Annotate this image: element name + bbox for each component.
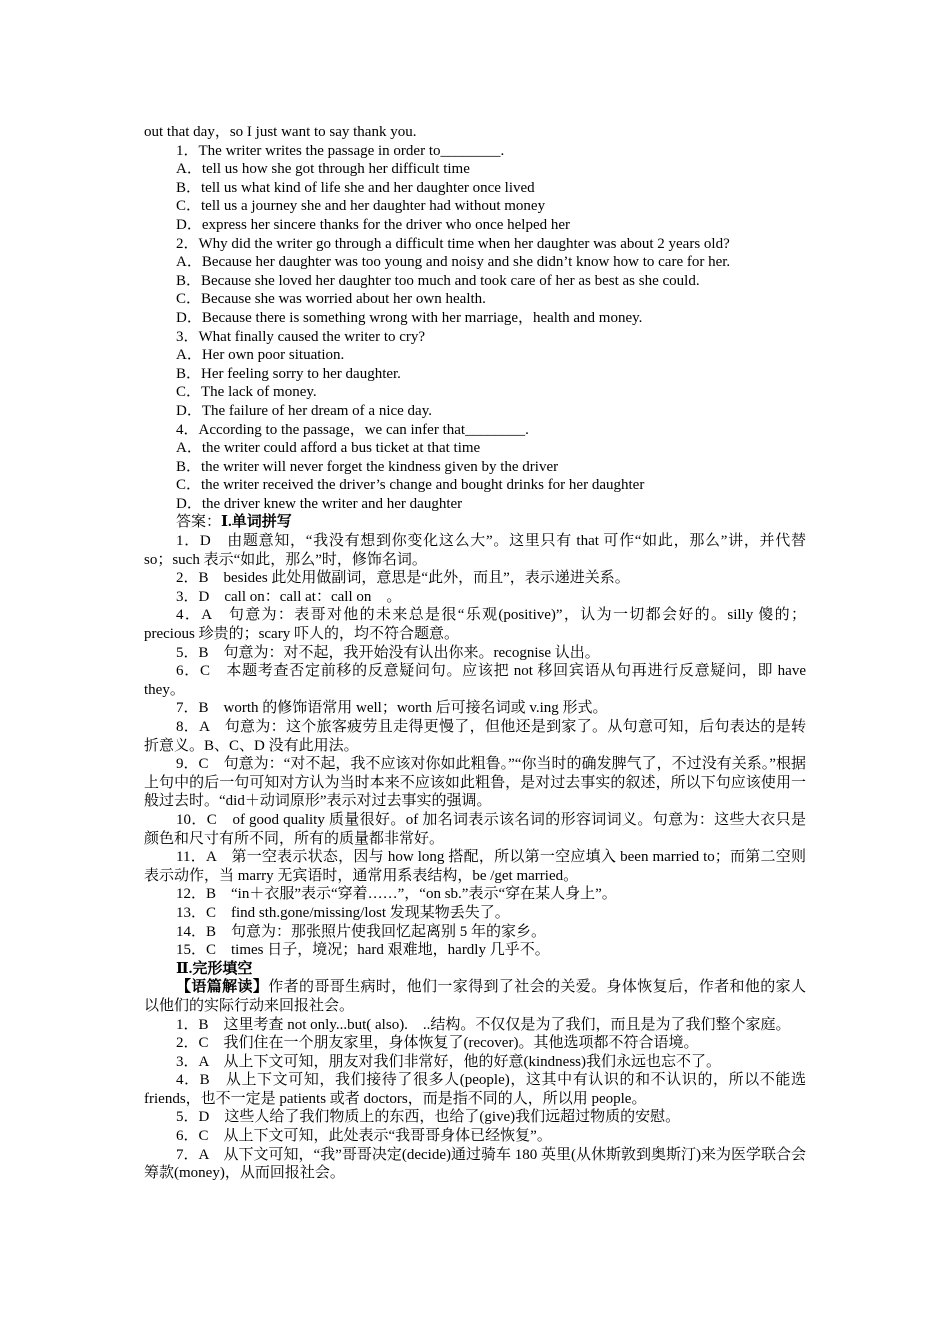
answer-1-3: 3．D call on：call at：call on 。	[176, 588, 402, 605]
answer-1-15: 15．C times 日子，境况；hard 艰难地，hardly 几乎不。	[176, 942, 550, 959]
answer-2-7: 7．A 从下文可知，“我”哥哥决定(decide)通过骑车 180 英里(从休斯敦到奥斯汀)来为医学联合会筹款(money)，从而回报社会。	[144, 1146, 806, 1182]
passage-tail: out that day，so I just want to say thank you.	[144, 124, 417, 140]
question-1-stem: 1．The writer writes the passage in order to________.	[176, 142, 505, 159]
answer-1-14: 14．B 句意为：那张照片使我回忆起离别 5 年的家乡。	[176, 923, 547, 940]
answer-1-8: 8．A 句意为：这个旅客疲劳且走得更慢了，但他还是到家了。从句意可知，后句表达的是转折意义。B、C、D 没有此用法。	[144, 719, 806, 754]
summary-text: 作者的哥哥生病时，他们一家得到了社会的关爱。身体恢复后，作者和他的家人以他们的实际行动来回报社会。	[144, 979, 806, 1014]
answer-2-6: 6．C 从上下文可知，此处表示“我哥哥身体已经恢复”。	[176, 1128, 552, 1145]
answer-2-2: 2．C 我们住在一个朋友家里，身体恢复了(recover)。其他选项都不符合语境。	[176, 1035, 699, 1052]
question-3-option-c: C．The lack of money.	[176, 384, 317, 401]
section-1-title: Ⅰ.单词拼写	[221, 514, 292, 531]
answer-1-1: 1．D 由题意知，“我没有想到你变化这么大”。这里只有 that 可作“如此，那么”讲，并代替 so；such 表示“如此，那么”时，修饰名词。	[144, 533, 806, 568]
document-page	[144, 123, 806, 1183]
answer-2-1: 1．B 这里考查 not only...but( also). ..结构。不仅仅是为了我们，而且是为了我们整个家庭。	[176, 1016, 791, 1033]
question-3-option-a: A．Her own poor situation.	[176, 347, 345, 364]
answer-1-10: 10．C of good quality 质量很好。of 加名词表示该名词的形容词词义。句意为：这些大衣只是颜色和尺寸有所不同，所有的质量都非常好。	[144, 811, 806, 847]
question-2-option-b: B．Because she loved her daughter too much and took care of her as best as she could.	[176, 272, 700, 289]
answer-1-2: 2．B besides 此处用做副词，意思是“此外，而且”，表示递进关系。	[176, 570, 630, 587]
answer-1-13: 13．C find sth.gone/missing/lost 发现某物丢失了。	[176, 904, 510, 921]
section-2-title: Ⅱ.完形填空	[176, 960, 253, 977]
question-1-option-d: D．express her sincere thanks for the driver who once helped her	[176, 216, 571, 233]
answer-1-7: 7．B worth 的修饰语常用 well；worth 后可接名词或 v.ing 形式。	[176, 700, 608, 717]
summary-label: 【语篇解读】	[176, 979, 269, 996]
question-2-stem: 2．Why did the writer go through a difficult time when her daughter was about 2 years old?	[176, 235, 730, 252]
question-4-option-b: B．the writer will never forget the kindness given by the driver	[176, 458, 559, 475]
question-1-option-b: B．tell us what kind of life she and her daughter once lived	[176, 179, 535, 196]
question-4-option-d: D．the driver knew the writer and her daughter	[176, 495, 463, 512]
answer-2-4: 4．B 从上下文可知，我们接待了很多人(people)，这其中有认识的和不认识的，所以不能选 friends，也不一定是 patients 或者 doctors，而是指不同的人，所以用 people。	[144, 1072, 806, 1107]
question-2-option-c: C．Because she was worried about her own health.	[176, 291, 486, 308]
question-3-option-b: B．Her feeling sorry to her daughter.	[176, 365, 401, 382]
answer-2-3: 3．A 从上下文可知，朋友对我们非常好，他的好意(kindness)我们永远也忘不了。	[176, 1053, 721, 1070]
answers-label: 答案：	[176, 514, 222, 531]
question-2-option-a: A．Because her daughter was too young and noisy and she didn’t know how to care for her.	[176, 254, 731, 271]
question-4-stem: 4．According to the passage，we can infer that________.	[176, 421, 529, 438]
question-3-stem: 3．What finally caused the writer to cry?	[176, 328, 426, 345]
answer-1-9: 9．C 句意为：“对不起，我不应该对你如此粗鲁。”“你当时的确发脾气了，不过没有关系。”根据上句中的后一句可知对方认为当时本来不应该如此粗鲁，是对过去事实的叙述，所以下句应该使用一般过去时。“did＋动词原形”表示对过去事实的强调。	[144, 756, 806, 810]
question-1-option-a: A．tell us how she got through her difficult time	[176, 161, 470, 178]
question-4-option-c: C．the writer received the driver’s change and bought drinks for her daughter	[176, 477, 645, 494]
answer-1-6: 6．C 本题考查否定前移的反意疑问句。应该把 not 移回宾语从句再进行反意疑问，即 have they。	[144, 663, 806, 698]
answer-1-12: 12．B “in＋衣服”表示“穿着……”，“on sb.”表示“穿在某人身上”。	[176, 886, 617, 903]
answer-2-5: 5．D 这些人给了我们物质上的东西，也给了(give)我们远超过物质的安慰。	[176, 1109, 681, 1126]
question-1-option-c: C．tell us a journey she and her daughter had without money	[176, 198, 546, 215]
answers-heading	[144, 513, 806, 532]
answer-1-11: 11．A 第一空表示状态，因与 how long 搭配，所以第一空应填入 been married to；而第二空则表示动作，当 marry 无宾语时，通常用系表结构，be /get married。	[144, 849, 806, 884]
question-4-option-a: A．the writer could afford a bus ticket at that time	[176, 440, 481, 457]
question-3-option-d: D．The failure of her dream of a nice day.	[176, 402, 432, 419]
answer-1-5: 5．B 句意为：对不起，我开始没有认出你来。recognise 认出。	[176, 644, 600, 661]
answer-1-4: 4．A 句意为：表哥对他的未来总是很“乐观(positive)”，认为一切都会好的。silly 傻的；precious 珍贵的；scary 吓人的，均不符合题意。	[144, 607, 806, 643]
passage-summary	[144, 978, 806, 1015]
question-2-option-d: D．Because there is something wrong with her marriage，health and money.	[176, 309, 643, 326]
